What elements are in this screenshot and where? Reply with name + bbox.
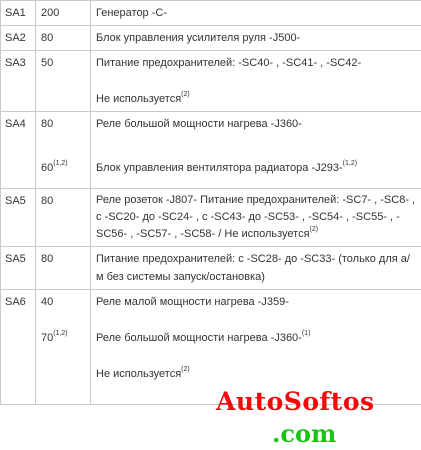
table-row xyxy=(1,1,421,26)
watermark-text: AutoSoftos xyxy=(216,387,375,416)
table-row xyxy=(1,189,421,247)
description xyxy=(91,290,421,405)
fuse-id: SA6 xyxy=(1,290,36,405)
fuse-id: SA5 xyxy=(1,247,36,290)
table-row xyxy=(1,112,421,189)
description xyxy=(91,51,421,112)
fuse-id: SA4 xyxy=(1,112,36,189)
description-text: Реле малой мощности нагрева -J359- xyxy=(96,296,289,308)
table-row xyxy=(1,290,421,405)
fuse-id: SA5 xyxy=(1,189,36,247)
description-note: Реле большой мощности нагрева -J360-$^{(1)}$ xyxy=(96,330,311,344)
amperage: 80 xyxy=(36,26,91,51)
description: Блок управления усилителя руля -J500- xyxy=(91,26,421,51)
amperage: 80 60$^{(1,2)}$ xyxy=(36,112,91,189)
amperage: 50 xyxy=(36,51,91,112)
watermark-domain: .com xyxy=(272,419,337,448)
fuse-id: SA2 xyxy=(1,26,36,51)
description-note: Не используется$^{(2)}$ xyxy=(96,91,190,105)
description-text: Питание предохранителей: -SC40- , -SC41- , -SC42- xyxy=(96,57,362,69)
description-note: Не используется$^{(2)}$ xyxy=(96,366,190,380)
table-row xyxy=(1,247,421,290)
amperage: 80 xyxy=(36,189,91,247)
amperage: 40 70$^{(1,2)}$ xyxy=(36,290,91,405)
amperage: 80 xyxy=(36,247,91,290)
description: Реле розеток -J807- Питание предохранителей: -SC7- , -SC8- , с -SC20- до -SC24- , с -SC43- до -SC53- , -SC54- , -SC55- , -SC56- , -SC57- , -SC58- / Не используется$^{(2)}$ xyxy=(91,189,421,247)
description xyxy=(91,112,421,189)
description: Питание предохранителей: с -SC28- до -SC33- (только для а/м без системы запуск/остановка) xyxy=(91,247,421,290)
fuse-id: SA3 xyxy=(1,51,36,112)
fuse-id: SA1 xyxy=(1,1,36,26)
table-row xyxy=(1,26,421,51)
description-text: Реле большой мощности нагрева -J360- xyxy=(96,118,302,130)
amperage: 200 xyxy=(36,1,91,26)
description-note: Блок управления вентилятора радиатора -J293-$^{(1,2)}$ xyxy=(96,160,358,174)
amperage-alt: 70$^{(1,2)}$ xyxy=(41,330,68,344)
amperage-alt: 60$^{(1,2)}$ xyxy=(41,160,68,174)
table-row xyxy=(1,51,421,112)
description: Генератор -C- xyxy=(91,1,421,26)
